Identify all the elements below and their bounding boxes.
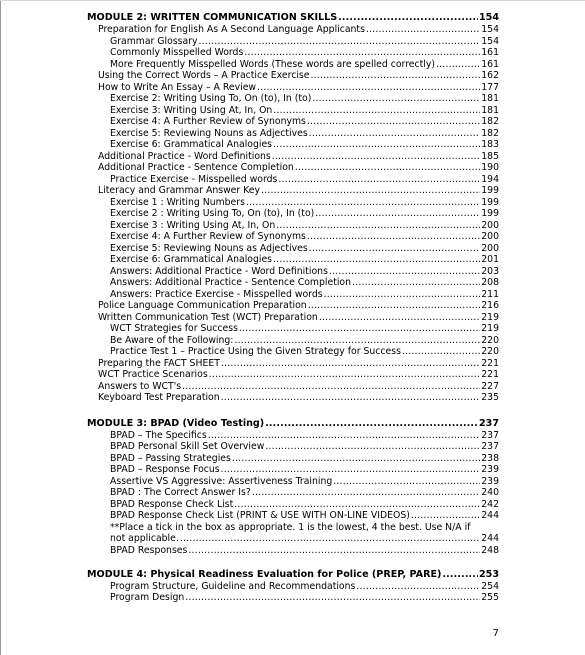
toc-entry[interactable]: Exercise 1 : Writing Numbers ..... 199 [110, 197, 499, 209]
toc-entry[interactable]: Exercise 4: A Further Review of Synonyms ..... 200 [110, 231, 499, 243]
toc-entry[interactable]: Exercise 3 : Writing Using At, In, On ..... 200 [110, 220, 499, 232]
toc-entry[interactable]: Literacy and Grammar Answer Key ..... 199 [98, 185, 499, 197]
toc-module-3-heading[interactable]: MODULE 3: BPAD (Video Testing) ..... 237 [87, 418, 499, 430]
toc-entry[interactable]: not applicable. ..... 244 [110, 533, 499, 545]
toc-entry[interactable]: Answers: Practice Exercise - Misspelled words ..... 211 [110, 289, 499, 301]
toc-entry[interactable]: Using the Correct Words – A Practice Exercise ..... 162 [98, 70, 499, 82]
toc-entry[interactable]: Assertive VS Aggressive: Assertiveness Training ..... 239 [110, 476, 499, 488]
toc-entry[interactable]: BPAD Response Check List (PRINT & USE WITH ON-LINE VIDEOS) ..... 244 [110, 510, 499, 522]
toc-entry[interactable]: Police Language Communication Preparation ..... 216 [98, 300, 499, 312]
toc-entry[interactable]: Additional Practice - Sentence Completion ..... 190 [98, 162, 499, 174]
toc-entry[interactable]: Exercise 5: Reviewing Nouns as Adjectives ..... 182 [110, 128, 499, 140]
page-number: 7 [492, 628, 499, 639]
toc-entry[interactable]: Exercise 6: Grammatical Analogies ..... 183 [110, 139, 499, 151]
toc-entry[interactable]: Grammar Glossary ..... 154 [110, 36, 499, 48]
toc-entry[interactable]: Preparation for English As A Second Language Applicants ..... 154 [98, 24, 499, 36]
toc-entry[interactable]: WCT Practice Scenarios ..... 221 [98, 369, 499, 381]
toc-entry[interactable]: Answers: Additional Practice - Sentence Completion ..... 208 [110, 277, 499, 289]
toc-entry[interactable]: Preparing the FACT SHEET ..... 221 [98, 358, 499, 370]
toc-entry[interactable]: Exercise 2: Writing Using To, On (to), In (to) ..... 181 [110, 93, 499, 105]
toc-entry[interactable]: How to Write An Essay – A Review ..... 177 [98, 82, 499, 94]
toc-entry[interactable]: BPAD Responses ..... 248 [110, 545, 499, 557]
toc-entry[interactable]: Program Structure, Guideline and Recommendations ..... 254 [110, 581, 499, 593]
toc-entry[interactable]: WCT Strategies for Success ..... 219 [110, 323, 499, 335]
toc-entry[interactable]: BPAD – Passing Strategies ..... 238 [110, 453, 499, 465]
toc-entry[interactable]: Exercise 3: Writing Using At, In, On ..... 181 [110, 105, 499, 117]
toc-entry[interactable]: BPAD Response Check List ..... 242 [110, 499, 499, 511]
toc-entry[interactable]: Practice Exercise - Misspelled words ..... 194 [110, 174, 499, 186]
toc-module-4-heading[interactable]: MODULE 4: Physical Readiness Evaluation for Police (PREP, PARE) ..... 253 [87, 569, 499, 581]
toc-entry[interactable]: Answers to WCT's ..... 227 [98, 381, 499, 393]
toc-module-2-heading[interactable]: MODULE 2: WRITTEN COMMUNICATION SKILLS ..... 154 [87, 12, 499, 24]
toc-entry[interactable]: Be Aware of the Following: ..... 220 [110, 335, 499, 347]
toc-entry[interactable]: More Frequently Misspelled Words (These words are spelled correctly) ..... 161 [110, 59, 499, 71]
toc-entry[interactable]: BPAD Personal Skill Set Overview ..... 237 [110, 441, 499, 453]
toc-entry[interactable]: Keyboard Test Preparation ..... 235 [98, 392, 499, 404]
toc-entry[interactable]: Program Design ..... 255 [110, 592, 499, 604]
toc-entry[interactable]: Commonly Misspelled Words ..... 161 [110, 47, 499, 59]
toc-entry[interactable]: Exercise 6: Grammatical Analogies ..... 201 [110, 254, 499, 266]
toc-entry[interactable]: BPAD – The Specifics ..... 237 [110, 430, 499, 442]
toc-entry[interactable]: Answers: Additional Practice - Word Definitions ..... 203 [110, 266, 499, 278]
toc-entry[interactable]: Written Communication Test (WCT) Preparation ..... 219 [98, 312, 499, 324]
toc-entry[interactable]: Practice Test 1 – Practice Using the Given Strategy for Success ..... 220 [110, 346, 499, 358]
toc-entry[interactable]: BPAD – Response Focus ..... 239 [110, 464, 499, 476]
toc-entry[interactable]: Additional Practice - Word Definitions ..... 185 [98, 151, 499, 163]
toc-entry[interactable]: BPAD : The Correct Answer Is? ..... 240 [110, 487, 499, 499]
toc-entry[interactable]: Exercise 2 : Writing Using To, On (to), In (to) ..... 199 [110, 208, 499, 220]
toc-entry[interactable]: Exercise 5: Reviewing Nouns as Adjectives ..... 200 [110, 243, 499, 255]
toc-note-line: **Place a tick in the box as appropriate. 1 is the lowest, 4 the best. Use N/A if [110, 522, 471, 533]
toc-entry[interactable]: Exercise 4: A Further Review of Synonyms ..... 182 [110, 116, 499, 128]
